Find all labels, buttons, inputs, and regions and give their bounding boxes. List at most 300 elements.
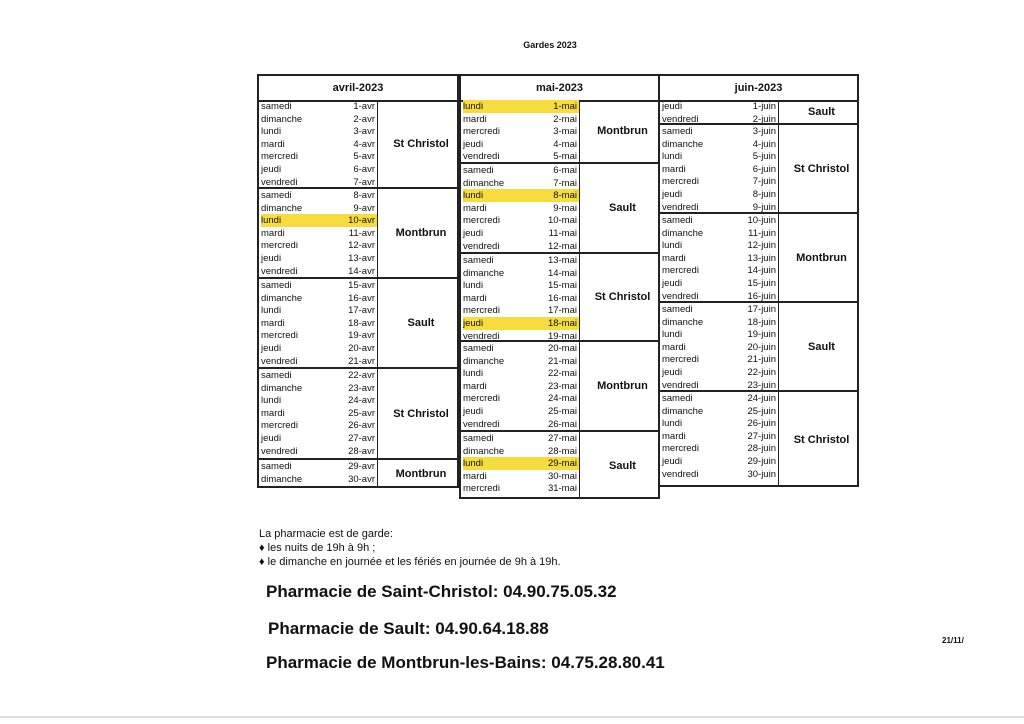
day-name: mardi: [662, 341, 686, 353]
day-row: [261, 355, 377, 368]
day-row: [261, 239, 377, 252]
on-duty-pharmacy: Montbrun: [395, 227, 447, 239]
duty-group: [461, 430, 658, 499]
day-list: [259, 369, 378, 458]
month-header: avril-2023: [259, 76, 457, 102]
day-name: dimanche: [662, 227, 704, 239]
month-column: [658, 74, 859, 487]
month-header: mai-2023: [461, 76, 658, 102]
day-row: [463, 432, 579, 445]
day-date: 26-avr: [348, 420, 375, 432]
page-stamp: 21/11/: [942, 636, 964, 645]
day-list: [461, 342, 580, 430]
day-date: 13-juin: [747, 252, 776, 264]
day-name: samedi: [261, 101, 292, 112]
day-date: 16-mai: [547, 292, 577, 304]
day-date: 22-mai: [547, 368, 577, 380]
day-date: 17-juin: [747, 304, 776, 315]
day-name: mercredi: [261, 151, 298, 163]
day-name: vendredi: [261, 265, 298, 277]
day-date: 19-avr: [348, 330, 375, 342]
duty-group: [461, 100, 658, 162]
month-column: [257, 74, 459, 488]
day-date: 17-avr: [348, 305, 375, 317]
day-row: [261, 150, 377, 163]
day-date: 4-avr: [353, 138, 375, 150]
duty-group: [259, 458, 457, 488]
day-row: [463, 445, 579, 458]
day-row: [261, 317, 377, 330]
day-row: [662, 277, 778, 290]
day-row: [261, 292, 377, 305]
day-date: 5-juin: [752, 151, 776, 163]
day-row: [662, 366, 778, 379]
day-row: [261, 473, 377, 486]
on-duty-pharmacy: Sault: [407, 317, 435, 329]
contact-montbrun: [266, 653, 665, 673]
day-date: 9-avr: [353, 202, 375, 214]
day-date: 17-mai: [547, 305, 577, 317]
day-name: lundi: [463, 458, 484, 470]
day-list: [461, 164, 580, 252]
day-list: [259, 100, 378, 187]
day-date: 30-avr: [348, 473, 375, 485]
day-name: mardi: [463, 202, 487, 214]
day-row: [261, 304, 377, 317]
day-date: 12-mai: [547, 240, 577, 252]
day-row: [463, 227, 579, 240]
day-date: 28-juin: [747, 443, 776, 455]
day-date: 15-mai: [547, 280, 577, 292]
day-name: mercredi: [261, 330, 298, 342]
day-row: [662, 405, 778, 418]
day-list: [660, 125, 779, 212]
day-name: samedi: [261, 370, 292, 381]
day-name: lundi: [662, 329, 683, 341]
day-date: 9-mai: [553, 202, 577, 214]
day-row: [662, 188, 778, 201]
contact-saint-christol: [266, 582, 617, 602]
contact-label: Pharmacie de Montbrun-les-Bains:: [266, 653, 547, 672]
day-date: 10-avr: [348, 215, 375, 227]
day-row: [463, 164, 579, 177]
day-name: vendredi: [463, 418, 500, 430]
day-name: jeudi: [261, 164, 282, 175]
on-duty-pharmacy: Montbrun: [395, 468, 447, 480]
duty-group: [660, 123, 857, 212]
day-name: dimanche: [261, 382, 303, 394]
day-date: 7-juin: [752, 176, 776, 188]
day-row: [463, 138, 579, 151]
day-date: 19-juin: [747, 329, 776, 341]
day-list: [660, 100, 779, 123]
day-name: samedi: [261, 280, 292, 291]
day-date: 24-avr: [348, 395, 375, 407]
day-date: 28-mai: [547, 445, 577, 457]
day-name: samedi: [463, 255, 494, 266]
day-date: 27-mai: [547, 433, 577, 444]
day-date: 21-juin: [747, 354, 776, 366]
day-date: 11-juin: [748, 227, 776, 239]
day-name: mercredi: [261, 240, 298, 252]
day-row: [261, 113, 377, 126]
day-name: lundi: [463, 368, 484, 380]
day-row: [662, 175, 778, 188]
day-list: [660, 303, 779, 390]
day-row: [662, 430, 778, 443]
day-name: dimanche: [662, 138, 704, 150]
duty-group: [461, 252, 658, 340]
day-date: 23-juin: [747, 379, 776, 391]
day-list: [259, 460, 378, 488]
on-duty-pharmacy: Sault: [609, 202, 636, 214]
day-date: 3-mai: [553, 126, 577, 138]
day-date: 21-mai: [547, 355, 577, 367]
day-list: [461, 432, 580, 499]
document-title: Gardes 2023: [523, 40, 577, 50]
duty-group: [259, 100, 457, 187]
day-date: 3-juin: [752, 126, 776, 137]
holiday-row: [463, 100, 579, 113]
day-date: 16-juin: [747, 290, 776, 302]
day-date: 26-mai: [547, 418, 577, 430]
day-name: samedi: [662, 215, 693, 226]
day-name: vendredi: [662, 290, 699, 302]
day-list: [660, 214, 779, 301]
day-row: [662, 252, 778, 265]
contact-phone: 04.90.64.18.88: [435, 619, 549, 638]
day-date: 1-avr: [353, 101, 375, 112]
day-name: mardi: [662, 430, 686, 442]
day-date: 29-avr: [348, 461, 375, 472]
day-row: [261, 419, 377, 432]
day-name: mardi: [261, 138, 285, 150]
day-row: [463, 292, 579, 305]
duty-group: [259, 367, 457, 458]
day-row: [463, 418, 579, 431]
day-row: [463, 380, 579, 393]
contact-label: Pharmacie de Saint-Christol:: [266, 582, 499, 601]
day-name: jeudi: [662, 367, 683, 378]
day-name: mercredi: [261, 420, 298, 432]
day-name: jeudi: [662, 278, 683, 289]
day-row: [261, 394, 377, 407]
scan-edge-line: [0, 716, 1024, 718]
day-name: dimanche: [463, 445, 505, 457]
day-name: lundi: [662, 418, 683, 430]
day-list: [461, 100, 580, 162]
day-name: lundi: [261, 305, 282, 317]
day-row: [463, 304, 579, 317]
day-name: mardi: [463, 470, 487, 482]
day-name: samedi: [261, 461, 292, 472]
day-row: [662, 353, 778, 366]
day-name: mardi: [261, 317, 285, 329]
day-date: 22-avr: [348, 370, 375, 381]
on-duty-pharmacy: St Christol: [594, 291, 651, 303]
day-row: [662, 442, 778, 455]
day-date: 1-juin: [752, 101, 776, 112]
day-name: dimanche: [463, 355, 505, 367]
on-duty-pharmacy: St Christol: [793, 162, 850, 175]
day-name: vendredi: [662, 468, 699, 480]
day-row: [463, 267, 579, 280]
day-row: [261, 329, 377, 342]
on-duty-pharmacy: Sault: [808, 340, 835, 353]
day-date: 27-avr: [348, 433, 375, 444]
day-date: 16-avr: [348, 292, 375, 304]
day-name: jeudi: [662, 101, 683, 112]
day-name: vendredi: [463, 330, 500, 342]
day-name: lundi: [662, 151, 683, 163]
day-row: [261, 382, 377, 395]
day-name: dimanche: [261, 292, 303, 304]
day-date: 18-avr: [348, 317, 375, 329]
day-name: lundi: [662, 240, 683, 252]
contact-phone: 04.75.28.80.41: [551, 653, 665, 672]
day-list: [259, 189, 378, 277]
day-date: 12-avr: [348, 240, 375, 252]
day-name: mercredi: [463, 483, 500, 495]
day-name: mardi: [463, 113, 487, 125]
day-date: 8-juin: [752, 189, 776, 200]
day-name: lundi: [463, 280, 484, 292]
day-date: 29-mai: [547, 458, 577, 470]
day-row: [463, 392, 579, 405]
day-row: [662, 227, 778, 240]
day-row: [261, 445, 377, 458]
day-name: mercredi: [662, 265, 699, 277]
day-name: mardi: [662, 163, 686, 175]
day-row: [261, 460, 377, 473]
day-date: 28-avr: [348, 445, 375, 457]
day-row: [463, 405, 579, 418]
day-name: mardi: [662, 252, 686, 264]
day-date: 3-avr: [353, 126, 375, 138]
day-name: mercredi: [662, 443, 699, 455]
day-name: vendredi: [662, 379, 699, 391]
day-date: 11-mai: [548, 228, 577, 239]
day-name: samedi: [662, 393, 693, 404]
day-name: mercredi: [463, 393, 500, 405]
day-row: [261, 189, 377, 202]
day-name: jeudi: [261, 343, 282, 354]
day-date: 15-juin: [747, 278, 776, 289]
day-date: 20-juin: [747, 341, 776, 353]
day-date: 22-juin: [747, 367, 776, 378]
day-name: samedi: [261, 190, 292, 201]
day-row: [261, 279, 377, 292]
duty-note: [259, 527, 561, 569]
day-row: [463, 254, 579, 267]
day-date: 18-mai: [547, 318, 577, 329]
day-row: [662, 100, 778, 113]
day-date: 8-mai: [553, 190, 577, 202]
day-date: 27-juin: [747, 430, 776, 442]
day-name: dimanche: [261, 113, 303, 125]
day-date: 13-avr: [348, 253, 375, 264]
day-name: jeudi: [463, 228, 484, 239]
day-row: [463, 367, 579, 380]
day-name: mercredi: [463, 215, 500, 227]
day-row: [261, 138, 377, 151]
day-row: [261, 407, 377, 420]
day-row: [463, 125, 579, 138]
day-date: 29-juin: [747, 456, 776, 467]
day-date: 25-mai: [547, 406, 577, 417]
month-header: juin-2023: [660, 76, 857, 102]
day-row: [662, 239, 778, 252]
day-name: mardi: [261, 227, 285, 239]
on-duty-pharmacy: Sault: [609, 459, 636, 472]
day-row: [463, 342, 579, 355]
duty-group: [259, 277, 457, 367]
day-row: [662, 468, 778, 481]
contact-label: Pharmacie de Sault:: [268, 619, 431, 638]
day-name: vendredi: [463, 151, 500, 163]
day-name: samedi: [463, 433, 494, 444]
day-list: [660, 392, 779, 487]
day-row: [662, 214, 778, 227]
month-column: [459, 74, 660, 499]
day-name: samedi: [662, 304, 693, 315]
day-date: 10-juin: [747, 215, 776, 226]
day-row: [463, 177, 579, 190]
day-row: [662, 392, 778, 405]
day-name: dimanche: [662, 316, 704, 328]
on-duty-pharmacy: Montbrun: [796, 251, 847, 264]
day-date: 12-juin: [747, 240, 776, 252]
holiday-row: [463, 317, 579, 330]
duty-group: [461, 340, 658, 430]
day-name: jeudi: [662, 189, 683, 200]
day-date: 25-juin: [747, 405, 776, 417]
day-date: 2-mai: [553, 113, 577, 125]
day-date: 23-mai: [547, 380, 577, 392]
day-row: [463, 470, 579, 483]
on-duty-pharmacy: Sault: [808, 105, 835, 118]
day-date: 4-juin: [752, 138, 776, 150]
day-date: 30-juin: [747, 468, 776, 480]
day-row: [463, 202, 579, 215]
duty-group: [660, 100, 857, 123]
day-row: [261, 163, 377, 176]
day-name: dimanche: [463, 177, 505, 189]
day-name: mercredi: [463, 305, 500, 317]
holiday-row: [463, 457, 579, 470]
day-date: 8-avr: [353, 190, 375, 201]
day-row: [662, 316, 778, 329]
day-name: jeudi: [261, 253, 282, 264]
day-row: [662, 328, 778, 341]
day-date: 7-avr: [353, 176, 375, 188]
day-row: [463, 240, 579, 253]
day-row: [261, 432, 377, 445]
contact-phone: 04.90.75.05.32: [503, 582, 617, 601]
day-row: [261, 227, 377, 240]
day-name: jeudi: [463, 406, 484, 417]
day-list: [259, 279, 378, 367]
contact-sault: [268, 619, 549, 639]
day-date: 23-avr: [348, 382, 375, 394]
day-name: vendredi: [261, 445, 298, 457]
day-name: dimanche: [261, 473, 303, 485]
day-date: 24-juin: [747, 393, 776, 404]
note-line: ♦ le dimanche en journée et les fériés en journée de 9h à 19h.: [259, 556, 561, 568]
duty-group: [660, 301, 857, 390]
day-name: samedi: [463, 343, 494, 354]
day-date: 21-avr: [348, 355, 375, 367]
day-date: 13-mai: [547, 255, 577, 266]
day-row: [662, 341, 778, 354]
day-row: [261, 100, 377, 113]
day-name: lundi: [463, 101, 484, 112]
day-date: 20-avr: [348, 343, 375, 354]
day-date: 31-mai: [547, 483, 577, 495]
day-name: dimanche: [662, 405, 704, 417]
duty-group: [660, 390, 857, 487]
day-date: 5-avr: [353, 151, 375, 163]
day-date: 15-avr: [348, 280, 375, 291]
day-row: [662, 417, 778, 430]
day-name: vendredi: [662, 113, 699, 125]
day-name: vendredi: [662, 201, 699, 213]
day-name: mercredi: [662, 176, 699, 188]
day-name: lundi: [261, 126, 282, 138]
day-row: [261, 252, 377, 265]
day-row: [662, 150, 778, 163]
day-name: dimanche: [463, 267, 505, 279]
day-name: samedi: [463, 165, 494, 176]
day-row: [662, 264, 778, 277]
day-date: 10-mai: [547, 215, 577, 227]
day-date: 6-avr: [353, 164, 375, 175]
day-date: 9-juin: [752, 201, 776, 213]
day-name: lundi: [463, 190, 484, 202]
day-date: 24-mai: [547, 393, 577, 405]
day-date: 1-mai: [553, 101, 577, 112]
day-name: vendredi: [261, 176, 298, 188]
day-name: vendredi: [463, 240, 500, 252]
day-date: 7-mai: [553, 177, 577, 189]
day-row: [261, 342, 377, 355]
on-duty-pharmacy: Montbrun: [597, 380, 648, 392]
holiday-row: [463, 189, 579, 202]
day-row: [261, 125, 377, 138]
day-name: dimanche: [261, 202, 303, 214]
day-row: [662, 303, 778, 316]
day-name: mardi: [261, 407, 285, 419]
day-name: jeudi: [463, 138, 484, 150]
day-date: 14-juin: [747, 265, 776, 277]
day-name: mardi: [463, 292, 487, 304]
day-date: 30-mai: [547, 470, 577, 482]
day-row: [463, 482, 579, 495]
day-date: 19-mai: [547, 330, 577, 342]
day-name: vendredi: [261, 355, 298, 367]
day-name: samedi: [662, 126, 693, 137]
on-duty-pharmacy: Montbrun: [597, 125, 648, 137]
day-name: mardi: [463, 380, 487, 392]
day-date: 11-avr: [348, 227, 375, 239]
day-date: 6-mai: [553, 165, 577, 176]
holiday-row: [261, 214, 377, 227]
day-date: 20-mai: [547, 343, 577, 354]
day-row: [463, 214, 579, 227]
on-duty-pharmacy: St Christol: [393, 407, 449, 420]
day-name: mercredi: [463, 126, 500, 138]
on-duty-pharmacy: St Christol: [393, 137, 449, 150]
